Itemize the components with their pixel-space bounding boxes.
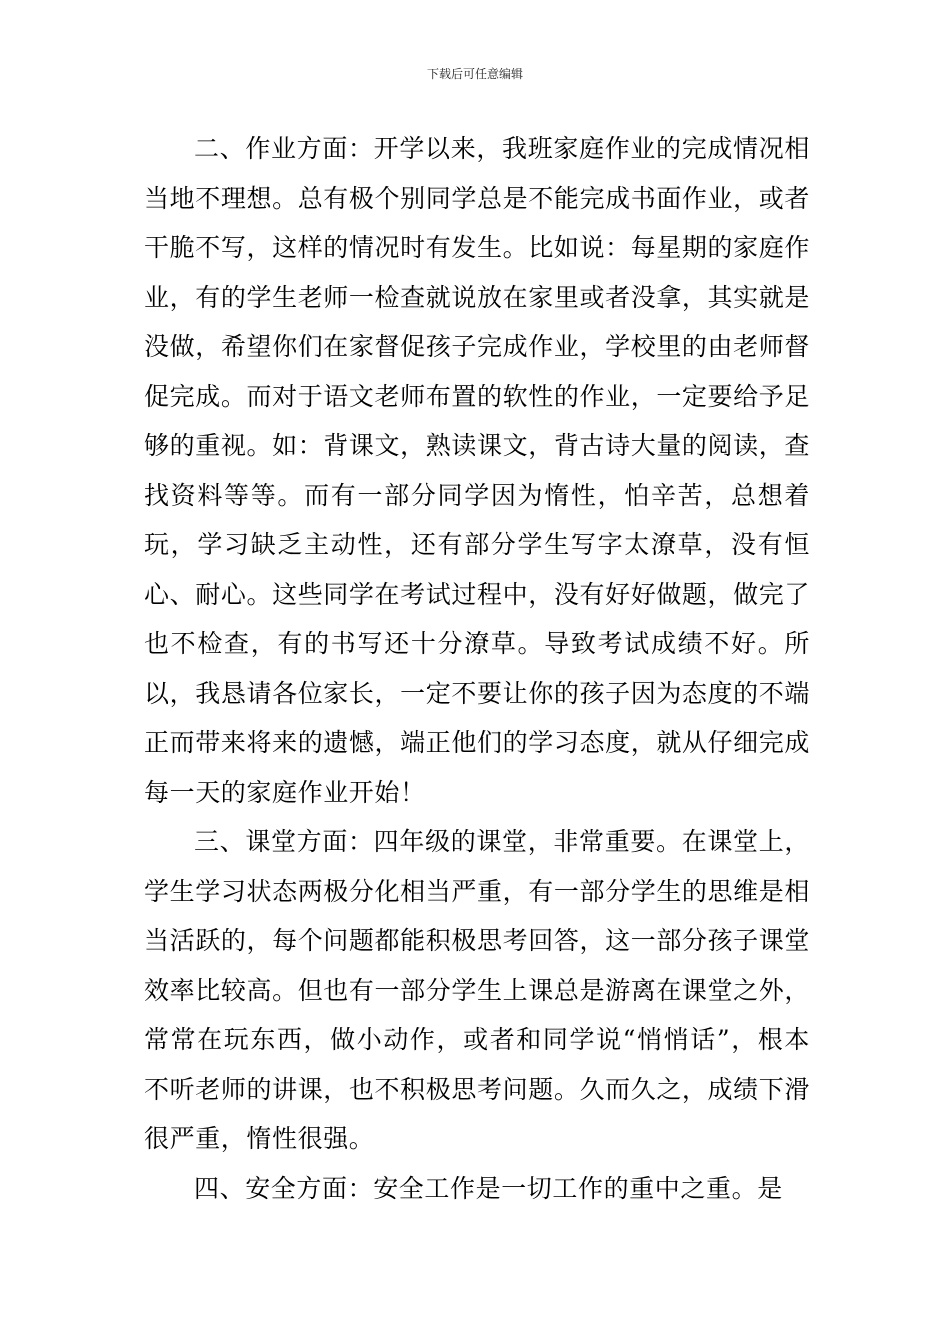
page-header: 下载后可任意编辑 — [426, 67, 523, 81]
paragraph-classroom: 三、课堂方面：四年级的课堂，非常重要。在课堂上，学生学习状态两极分化相当严重，有一部分学生的思维是相当活跃的，每个问题都能积极思考回答，这一部分孩子课堂效率比较高。但也有一部分学生上课总是游离在课堂之外，常常在玩东西，做小动作，或者和同学说“悄悄话”，根本不听老师的讲课，也不积极思考问题。久而久之，成绩下滑很严重，惰性很强。 — [144, 827, 810, 1153]
paragraph-safety: 四、安全方面：安全工作是一切工作的重中之重。是 — [194, 1173, 783, 1203]
paragraph-homework: 二、作业方面：开学以来，我班家庭作业的完成情况相当地不理想。总有极个别同学总是不能完成书面作业，或者干脆不写，这样的情况时有发生。比如说：每星期的家庭作业，有的学生老师一检查就说放在家里或者没拿，其实就是没做，希望你们在家督促孩子完成作业，学校里的由老师督促完成。而对于语文老师布置的软性的作业，一定要给予足够的重视。如：背课文，熟读课文，背古诗大量的阅读，查找资料等等。而有一部分同学因为惰性，怕辛苦，总想着玩，学习缺乏主动性，还有部分学生写字太潦草，没有恒心、耐心。这些同学在考试过程中，没有好好做题，做完了也不检查，有的书写还十分潦草。导致考试成绩不好。所以，我恳请各位家长，一定不要让你的孩子因为态度的不端正而带来将来的遗憾，端正他们的学习态度，就从仔细完成每一天的家庭作业开始！ — [144, 134, 810, 807]
document-body — [144, 124, 810, 1213]
